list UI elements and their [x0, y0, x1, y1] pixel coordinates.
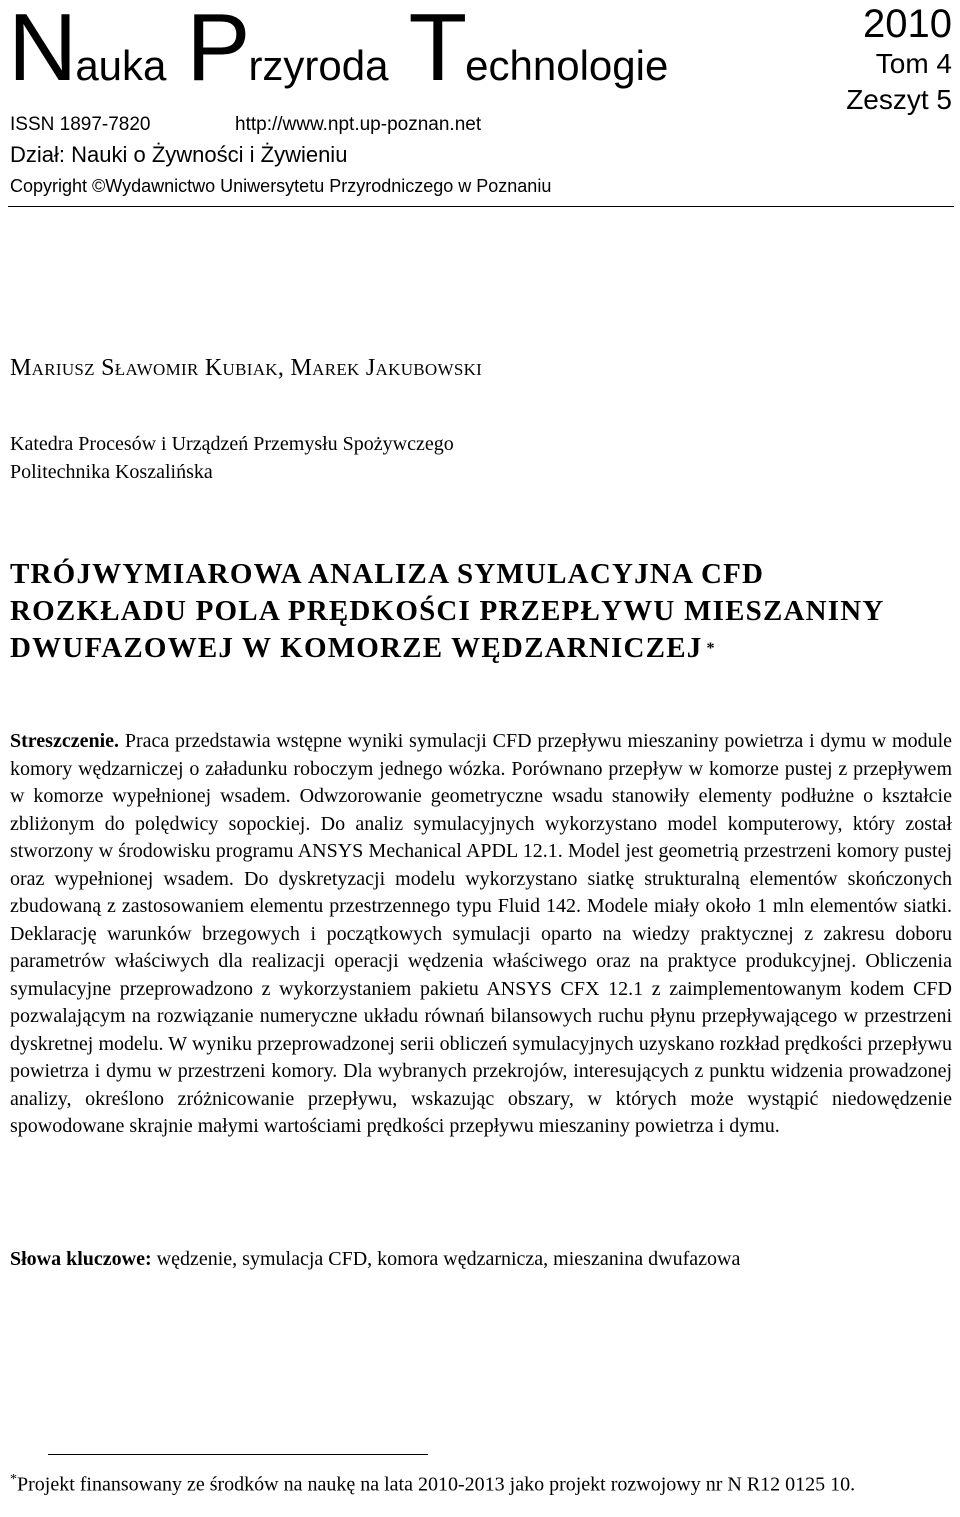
affiliation — [10, 430, 454, 486]
journal-title-rest-przyroda: rzyroda — [248, 42, 389, 89]
issn-url-row — [10, 114, 482, 136]
copyright: Copyright ©Wydawnictwo Uniwersytetu Przyrodniczego w Poznaniu — [10, 176, 552, 196]
journal-title-initial-n: N — [8, 0, 76, 101]
issn: ISSN 1897-7820 — [10, 114, 151, 135]
footnote-mark: * — [10, 1472, 17, 1487]
journal-title-rest-nauka: auka — [75, 42, 167, 89]
affiliation-department: Katedra Procesów i Urządzeń Przemysłu Spożywczego — [10, 433, 454, 455]
issue-volume: Tom 4 — [875, 48, 952, 79]
keywords-label: Słowa kluczowe: — [10, 1248, 152, 1270]
paper-title-text: TRÓJWYMIAROWA ANALIZA SYMULACYJNA CFD ROZKŁADU POLA PRĘDKOŚCI PRZEPŁYWU MIESZANINY DWUFAZOWEJ W KOMORZE WĘDZARNICZEJ — [10, 558, 884, 664]
footnote-text: Projekt finansowany ze środków na naukę na lata 2010-2013 jako projekt rozwojowy nr N R12 0125 10. — [17, 1473, 856, 1496]
issue-year: 2010 — [863, 2, 952, 46]
journal-url[interactable]: http://www.npt.up-poznan.net — [235, 114, 482, 135]
authors: Mariusz Sławomir Kubiak, Marek Jakubowski — [10, 355, 483, 381]
journal-title — [8, 0, 688, 101]
issue-info — [846, 2, 952, 118]
abstract — [10, 728, 952, 1141]
paper-title — [10, 556, 940, 667]
journal-title-initial-t: T — [408, 0, 466, 101]
keywords-text: wędzenie, symulacja CFD, komora wędzarnicza, mieszanina dwufazowa — [156, 1248, 741, 1270]
header-divider — [8, 206, 954, 207]
abstract-label: Streszczenie. — [10, 730, 120, 752]
title-footnote-mark: * — [706, 640, 716, 657]
keywords — [10, 1245, 952, 1273]
abstract-text: Praca przedstawia wstępne wyniki symulacji CFD przepływu mieszaniny powietrza i dymu w module komory wędzarniczej o załadunku roboczym jednego wózka. Porównano przepływ w komorze pustej z przepływem w komorze wypełnionej wsadem. Odwzorowanie geometryczne wsadu stanowiły elementy podłużne o kształcie zbliżonym do polędwicy sopockiej. Do analiz symulacyjnych wykorzystano model komputerowy, który został stworzony w środowisku programu ANSYS Mechanical APDL 12.1. Model jest geometrią przestrzeni komory pustej oraz wypełnionej wsadem. Do dyskretyzacji modelu wykorzystano siatkę strukturalną elementów skończonych zbudowaną z zastosowaniem elementu przestrzennego typu Fluid 142. Modele miały około 1 mln elementów siatki. Deklarację warunków brzegowych i początkowych symulacji oparto na wiedzy praktycznej z zakresu doboru parametrów właściwych dla realizacji operacji wędzenia właściwego oraz na praktyce produkcyjnej. Obliczenia symulacyjne przeprowadzono z wykorzystaniem pakietu ANSYS CFX 12.1 z zaimplementowanym kodem CFD pozwalającym na rozwiązanie numeryczne układu równań bilansowych ruchu płynu przepływającego w przestrzeni dyskretnej modelu. W wyniku przeprowadzonej serii obliczeń symulacyjnych uzyskano rozkład prędkości przepływu powietrza i dymu w przestrzeni komory. Dla wybranych przekrojów, interesujących z punktu widzenia prowadzonej analizy, określono zróżnicowanie przepływu, wskazując obszary, w których może wystąpić niedowędzenie spowodowane skrajnie małymi wartościami prędkości przepływu mieszaniny powietrza i dymu. — [10, 730, 953, 1137]
journal-section: Dział: Nauki o Żywności i Żywieniu — [10, 142, 348, 167]
journal-title-initial-p: P — [186, 0, 249, 101]
footnote-divider — [48, 1454, 428, 1455]
issue-number: Zeszyt 5 — [846, 84, 952, 115]
footnote — [10, 1466, 952, 1499]
affiliation-university: Politechnika Koszalińska — [10, 461, 213, 483]
journal-title-rest-technologie: echnologie — [465, 42, 669, 89]
